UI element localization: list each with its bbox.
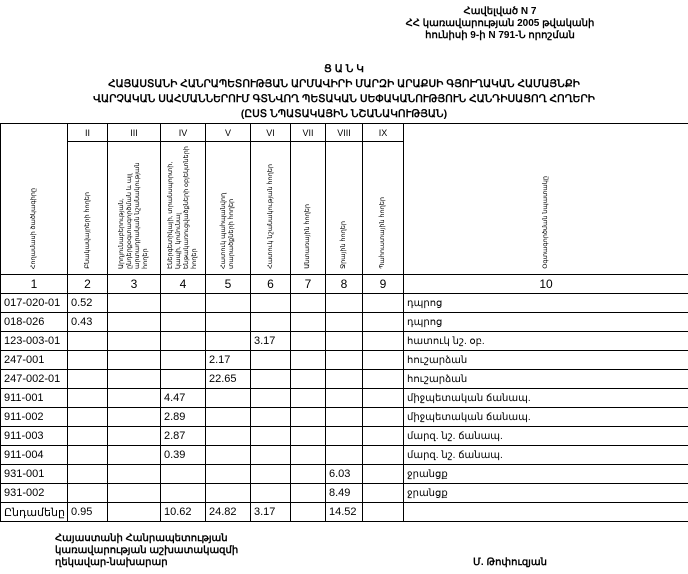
appendix-line: հունիսի 9-ի N 791-Ն որոշման bbox=[425, 30, 575, 41]
area-cell bbox=[363, 313, 404, 332]
purpose-cell: մարզ. նշ. ճանապ. bbox=[404, 446, 688, 465]
parcel-code: 911-002 bbox=[1, 408, 68, 427]
purpose-cell: միջպետական ճանապ. bbox=[404, 389, 688, 408]
area-cell bbox=[363, 503, 404, 522]
header-cell bbox=[404, 124, 688, 275]
area-cell: 4.47 bbox=[161, 389, 206, 408]
appendix-note bbox=[350, 6, 650, 42]
area-cell bbox=[291, 446, 326, 465]
header-text: Օգտագործման նպատակը bbox=[542, 176, 549, 269]
roman-header: VII bbox=[291, 124, 326, 142]
area-cell bbox=[291, 332, 326, 351]
area-cell bbox=[108, 427, 161, 446]
area-cell bbox=[326, 351, 363, 370]
area-cell bbox=[108, 408, 161, 427]
column-number: 6 bbox=[251, 275, 291, 294]
header-cell bbox=[206, 142, 251, 275]
area-cell bbox=[68, 389, 108, 408]
area-cell bbox=[108, 351, 161, 370]
area-cell bbox=[251, 465, 291, 484]
parcel-code: 931-001 bbox=[1, 465, 68, 484]
area-cell bbox=[326, 389, 363, 408]
roman-header: V bbox=[206, 124, 251, 142]
appendix-line: ՀՀ կառավարության 2005 թվականի bbox=[405, 18, 595, 29]
parcel-code: 247-002-01 bbox=[1, 370, 68, 389]
area-cell bbox=[161, 313, 206, 332]
area-cell bbox=[108, 465, 161, 484]
roman-header: VIII bbox=[326, 124, 363, 142]
area-cell: 14.52 bbox=[326, 503, 363, 522]
area-cell bbox=[251, 294, 291, 313]
column-number: 5 bbox=[206, 275, 251, 294]
document-title bbox=[0, 62, 688, 122]
purpose-cell: դպրոց bbox=[404, 294, 688, 313]
column-number: 7 bbox=[291, 275, 326, 294]
area-cell bbox=[108, 446, 161, 465]
area-cell bbox=[68, 351, 108, 370]
area-cell bbox=[251, 408, 291, 427]
area-cell bbox=[206, 408, 251, 427]
purpose-cell: ջրանցք bbox=[404, 484, 688, 503]
purpose-cell: հուշարձան bbox=[404, 351, 688, 370]
area-cell bbox=[161, 484, 206, 503]
parcel-code: 911-001 bbox=[1, 389, 68, 408]
area-cell bbox=[363, 465, 404, 484]
header-text: Անտառային հողեր bbox=[304, 204, 311, 269]
header-text: Էներգետիկայի, տրանսպորտի, կապի, կոմունալ ենթակառուցվածքների օբյեկտների հողեր bbox=[167, 146, 198, 269]
area-cell: 22.65 bbox=[206, 370, 251, 389]
area-cell bbox=[161, 294, 206, 313]
roman-header: IX bbox=[363, 124, 404, 142]
area-cell bbox=[291, 427, 326, 446]
column-number: 3 bbox=[108, 275, 161, 294]
title-line: ՀԱՅԱՍՏԱՆԻ ՀԱՆՐԱՊԵՏՈՒԹՅԱՆ ԱՐՄԱՎԻՐԻ ՄԱՐԶԻ ԱՐԱՔՍԻ ԳՅՈՒՂԱԿԱՆ ՀԱՄԱՅՆՔԻ bbox=[108, 78, 580, 90]
area-cell bbox=[108, 484, 161, 503]
area-cell bbox=[363, 389, 404, 408]
column-number: 9 bbox=[363, 275, 404, 294]
table-row bbox=[1, 484, 688, 503]
area-cell bbox=[291, 351, 326, 370]
table-row bbox=[1, 446, 688, 465]
table-row bbox=[1, 408, 688, 427]
area-cell bbox=[206, 446, 251, 465]
area-cell bbox=[206, 313, 251, 332]
area-cell bbox=[108, 503, 161, 522]
area-cell: 10.62 bbox=[161, 503, 206, 522]
column-number: 8 bbox=[326, 275, 363, 294]
area-cell bbox=[251, 427, 291, 446]
purpose-cell: հատուկ նշ. օբ. bbox=[404, 332, 688, 351]
table-row bbox=[1, 427, 688, 446]
area-cell bbox=[326, 332, 363, 351]
table-row bbox=[1, 370, 688, 389]
parcel-code: 911-004 bbox=[1, 446, 68, 465]
purpose-cell: ջրանցք bbox=[404, 465, 688, 484]
area-cell bbox=[291, 503, 326, 522]
area-cell: 0.43 bbox=[68, 313, 108, 332]
area-cell bbox=[291, 389, 326, 408]
area-cell bbox=[161, 332, 206, 351]
appendix-line: Հավելված N 7 bbox=[463, 6, 537, 17]
area-cell bbox=[108, 389, 161, 408]
area-cell bbox=[108, 370, 161, 389]
header-cell bbox=[1, 124, 68, 275]
column-number: 2 bbox=[68, 275, 108, 294]
area-cell bbox=[363, 484, 404, 503]
area-cell: 2.17 bbox=[206, 351, 251, 370]
area-cell bbox=[363, 294, 404, 313]
table-row bbox=[1, 313, 688, 332]
area-cell bbox=[206, 427, 251, 446]
area-cell bbox=[68, 408, 108, 427]
area-cell bbox=[68, 332, 108, 351]
parcel-code: Ընդամենը bbox=[1, 503, 68, 522]
header-cell bbox=[108, 142, 161, 275]
area-cell: 0.39 bbox=[161, 446, 206, 465]
area-cell bbox=[291, 313, 326, 332]
title-line: (ԸՍՏ ՆՊԱՏԱԿԱՅԻՆ ՆՇԱՆԱԿՈՒԹՅԱՆ) bbox=[240, 108, 448, 120]
signatory-position bbox=[55, 533, 238, 569]
area-cell bbox=[251, 484, 291, 503]
parcel-code: 931-002 bbox=[1, 484, 68, 503]
table-row bbox=[1, 389, 688, 408]
purpose-cell: մարզ. նշ. ճանապ. bbox=[404, 427, 688, 446]
area-cell bbox=[291, 465, 326, 484]
area-cell bbox=[363, 446, 404, 465]
position-line: ղեկավար-նախարար bbox=[55, 557, 168, 568]
area-cell bbox=[291, 408, 326, 427]
area-cell bbox=[326, 370, 363, 389]
header-text: Արդյունաբերության, ընդերքօգտագործման և այլ արտադրական նշանակության հողեր bbox=[118, 162, 149, 269]
column-number: 1 bbox=[1, 275, 68, 294]
area-cell: 8.49 bbox=[326, 484, 363, 503]
column-number: 4 bbox=[161, 275, 206, 294]
area-cell bbox=[326, 294, 363, 313]
area-cell bbox=[326, 446, 363, 465]
area-cell bbox=[251, 389, 291, 408]
area-cell: 6.03 bbox=[326, 465, 363, 484]
area-cell: 3.17 bbox=[251, 332, 291, 351]
roman-header: IV bbox=[161, 124, 206, 142]
position-line: Հայաստանի Հանրապետության bbox=[55, 533, 228, 544]
area-cell: 2.89 bbox=[161, 408, 206, 427]
table-row bbox=[1, 332, 688, 351]
position-line: կառավարության աշխատակազմի bbox=[55, 545, 239, 556]
area-cell: 0.95 bbox=[68, 503, 108, 522]
column-number: 10 bbox=[404, 275, 688, 294]
area-cell: 24.82 bbox=[206, 503, 251, 522]
table-row bbox=[1, 465, 688, 484]
area-cell bbox=[363, 370, 404, 389]
header-text: Բնակավայրերի հողեր bbox=[83, 192, 91, 269]
header-cell bbox=[326, 142, 363, 275]
area-cell bbox=[206, 294, 251, 313]
header-cell bbox=[363, 142, 404, 275]
roman-header: II bbox=[68, 124, 108, 142]
purpose-cell: դպրոց bbox=[404, 313, 688, 332]
title-line: Ց Ա Ն Կ bbox=[324, 63, 364, 75]
area-cell bbox=[161, 465, 206, 484]
header-text: Հատուկ նշանակության հողեր bbox=[266, 164, 274, 269]
area-cell bbox=[251, 446, 291, 465]
area-cell: 3.17 bbox=[251, 503, 291, 522]
area-cell bbox=[68, 465, 108, 484]
parcel-code: 911-003 bbox=[1, 427, 68, 446]
area-cell bbox=[68, 484, 108, 503]
header-text: Հողամասի ծածկագիրը bbox=[30, 187, 37, 269]
area-cell bbox=[206, 465, 251, 484]
area-cell bbox=[251, 313, 291, 332]
land-table bbox=[0, 123, 688, 522]
header-cell bbox=[68, 142, 108, 275]
area-cell bbox=[68, 446, 108, 465]
area-cell: 0.52 bbox=[68, 294, 108, 313]
area-cell bbox=[68, 427, 108, 446]
roman-header: III bbox=[108, 124, 161, 142]
header-text: Պահուստային հողեր bbox=[379, 197, 386, 269]
parcel-code: 123-003-01 bbox=[1, 332, 68, 351]
area-cell bbox=[363, 351, 404, 370]
area-cell bbox=[326, 408, 363, 427]
title-line: ՎԱՐՉԱԿԱՆ ՍԱՀՄԱՆՆԵՐՈՒՄ ԳՏՆՎՈՂ ՊԵՏԱԿԱՆ ՍԵՓԱԿԱՆՈՒԹՅՈՒՆ ՀԱՆԴԻՍԱՑՈՂ ՀՈՂԵՐԻ bbox=[93, 93, 595, 105]
header-cell bbox=[161, 142, 206, 275]
roman-header: VI bbox=[251, 124, 291, 142]
area-cell bbox=[291, 294, 326, 313]
header-text: Հատուկ պահպանվող տարածքների հողեր bbox=[220, 192, 235, 269]
header-cell bbox=[291, 142, 326, 275]
header-cell bbox=[251, 142, 291, 275]
parcel-code: 018-026 bbox=[1, 313, 68, 332]
purpose-cell: հուշարձան bbox=[404, 370, 688, 389]
area-cell bbox=[363, 427, 404, 446]
header-text: Ջրային հողեր bbox=[340, 221, 347, 269]
parcel-code: 247-001 bbox=[1, 351, 68, 370]
area-cell bbox=[251, 351, 291, 370]
area-cell bbox=[326, 313, 363, 332]
area-cell bbox=[68, 370, 108, 389]
area-cell: 2.87 bbox=[161, 427, 206, 446]
area-cell bbox=[291, 484, 326, 503]
area-cell bbox=[206, 332, 251, 351]
table-row bbox=[1, 351, 688, 370]
area-cell bbox=[108, 294, 161, 313]
purpose-cell: միջպետական ճանապ. bbox=[404, 408, 688, 427]
area-cell bbox=[206, 484, 251, 503]
area-cell bbox=[251, 370, 291, 389]
area-cell bbox=[326, 427, 363, 446]
area-cell bbox=[108, 313, 161, 332]
area-cell bbox=[108, 332, 161, 351]
area-cell bbox=[363, 332, 404, 351]
signatory-name: Մ. Թոփուզյան bbox=[473, 557, 547, 568]
area-cell bbox=[291, 370, 326, 389]
purpose-cell bbox=[404, 503, 688, 522]
table-row bbox=[1, 503, 688, 522]
area-cell bbox=[206, 389, 251, 408]
parcel-code: 017-020-01 bbox=[1, 294, 68, 313]
area-cell bbox=[363, 408, 404, 427]
table-row bbox=[1, 294, 688, 313]
area-cell bbox=[161, 351, 206, 370]
area-cell bbox=[161, 370, 206, 389]
